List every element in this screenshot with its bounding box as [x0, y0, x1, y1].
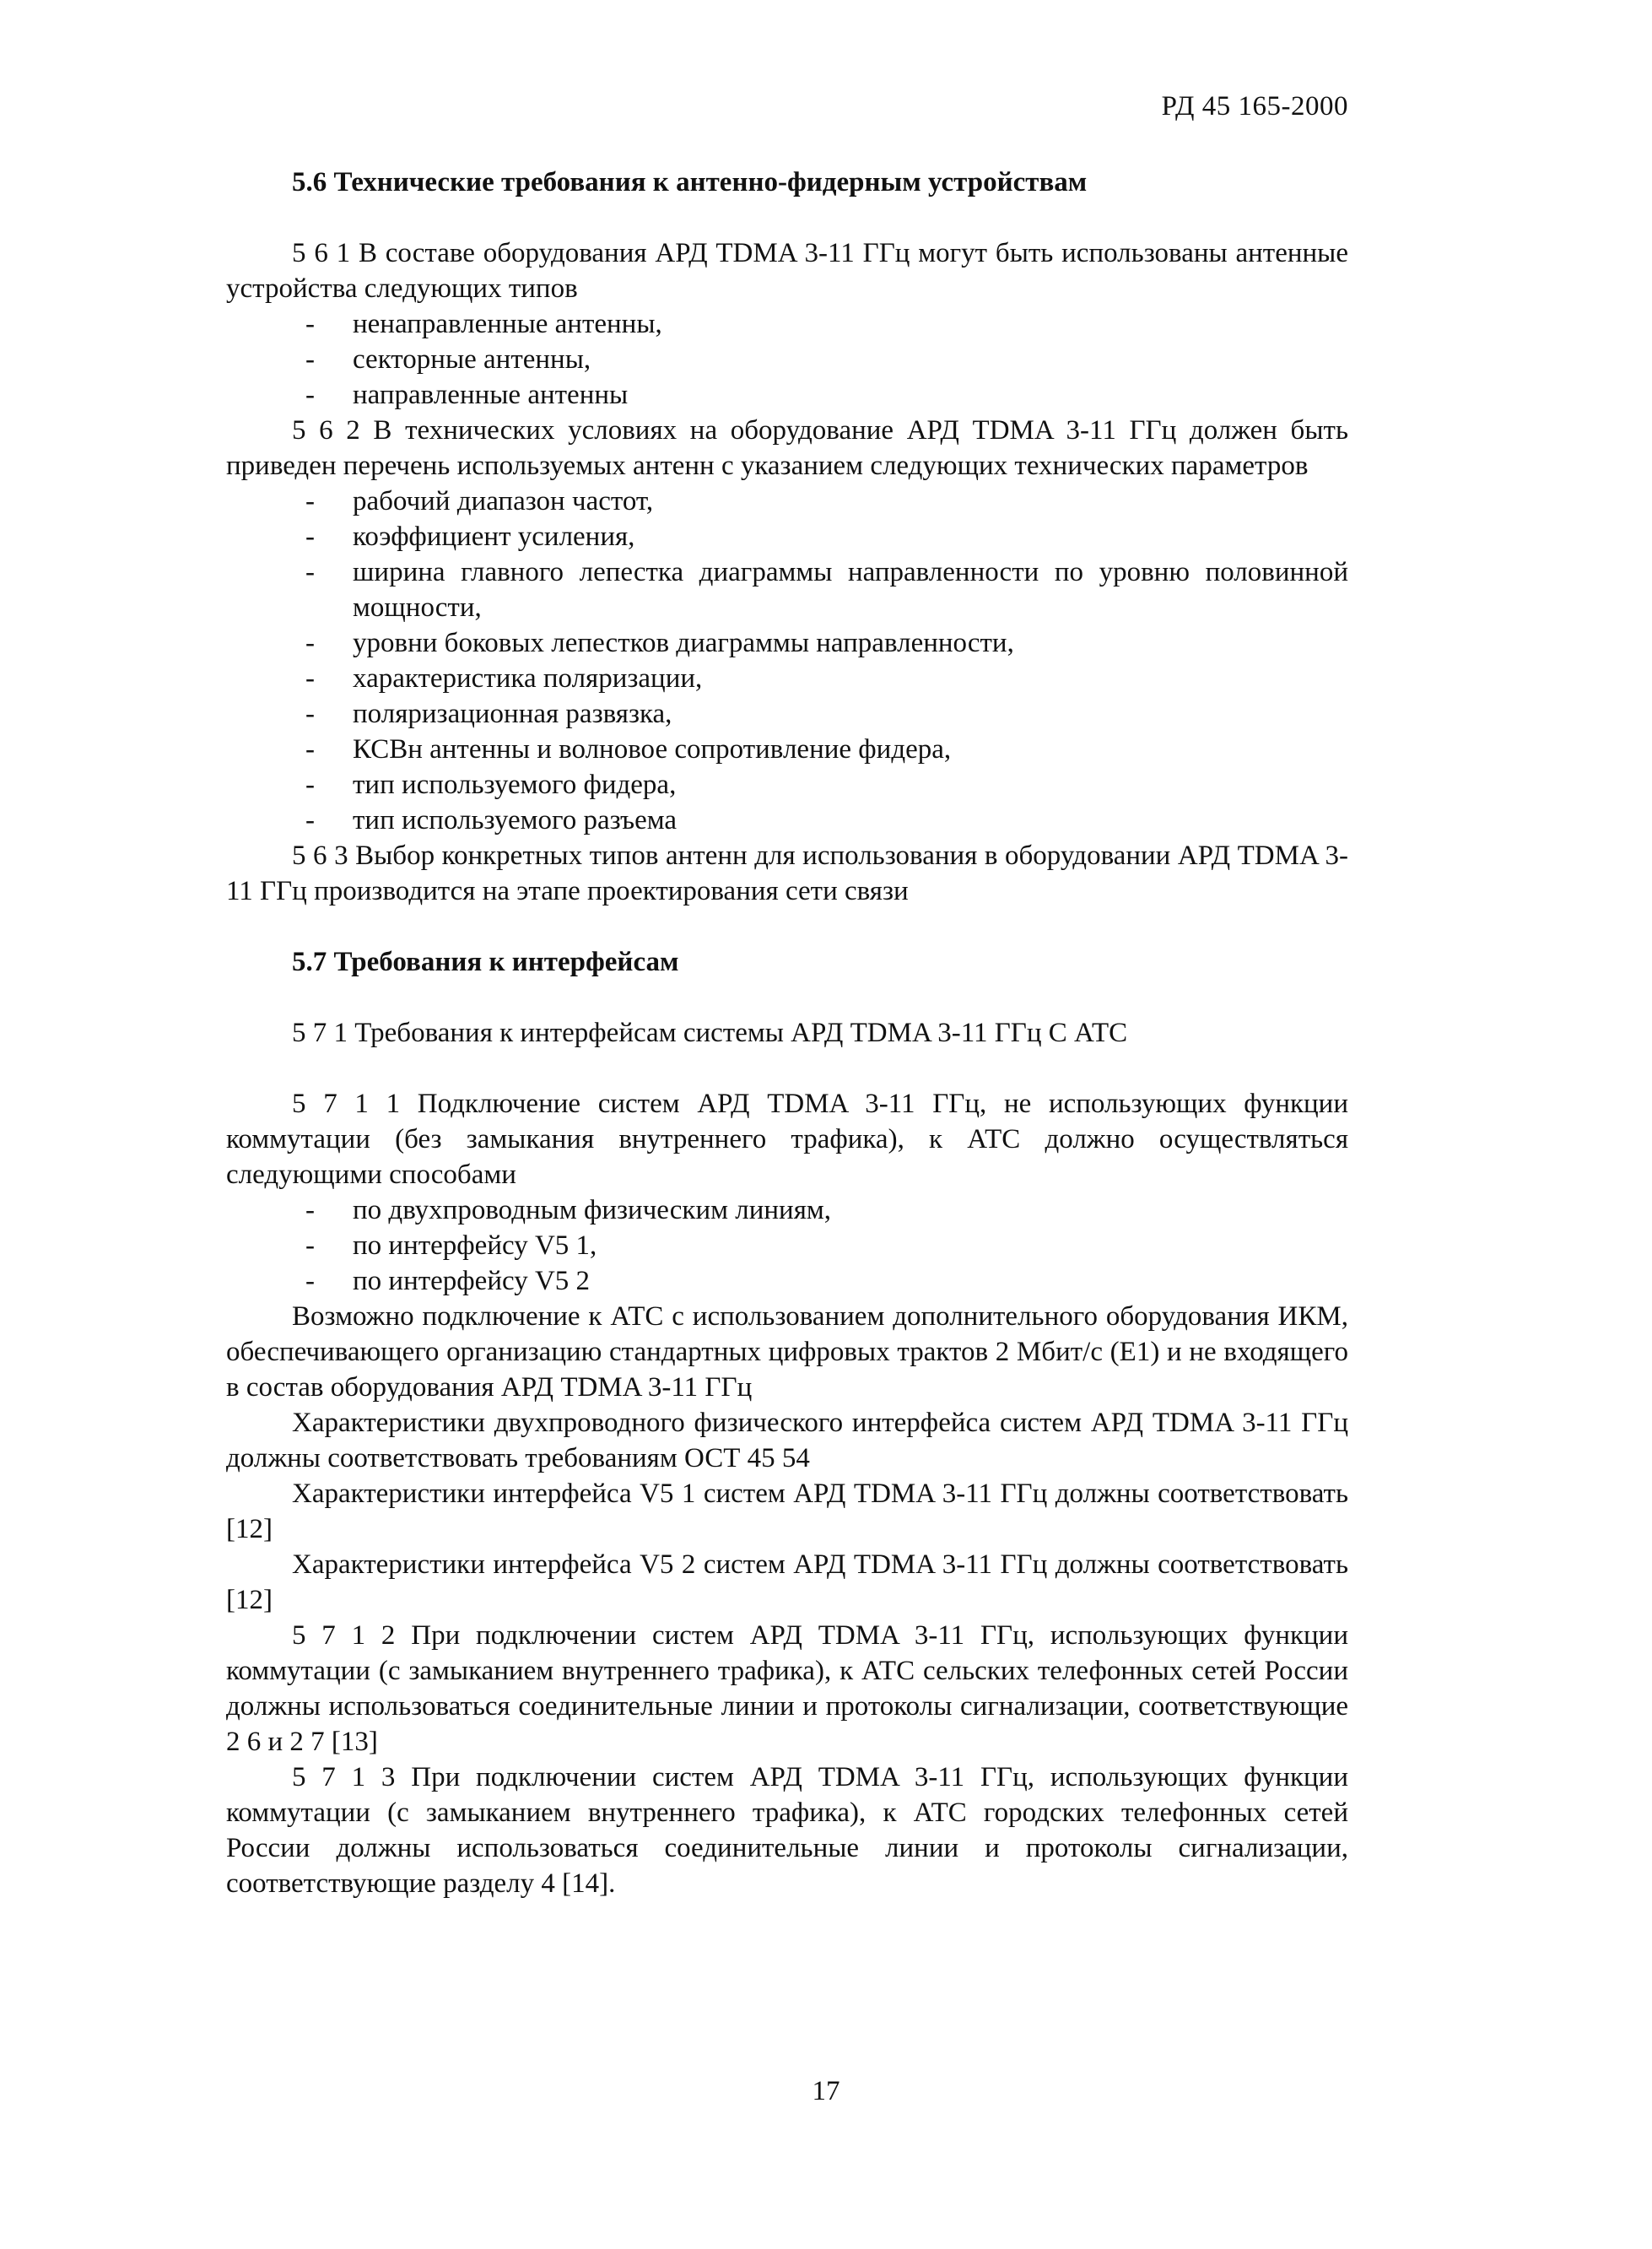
paragraph-5-7-1-3: 5 7 1 3 При подключении систем АРД TDMA 3-11 ГГц, использующих функции коммутации (с замыканием внутреннего трафика), к АТС городских телефонных сетей России должны использоваться соединительные линии и протоколы сигнализации, соответствующие разделу 4 [14].	[226, 1762, 1348, 1899]
page-content	[226, 165, 1348, 1901]
list-item: - по двухпроводным физическим линиям,	[353, 1192, 1348, 1228]
list-item: - характеристика поляризации,	[353, 661, 1348, 696]
list-item: - ширина главного лепестка диаграммы направленности по уровню половинной мощности,	[353, 554, 1348, 625]
list-item: - рабочий диапазон частот,	[353, 484, 1348, 519]
paragraph-v5-2: Характеристики интерфейса V5 2 систем АРД TDMA 3-11 ГГц должны соответствовать [12]	[226, 1549, 1348, 1615]
paragraph-ikm: Возможно подключение к АТС с использованием дополнительного оборудования ИКМ, обеспечивающего организацию стандартных цифровых трактов 2 Мбит/с (E1) и не входящего в состав оборудования АРД TDMA 3-11 ГГц	[226, 1301, 1348, 1403]
paragraph-5-6-2: 5 6 2 В технических условиях на оборудование АРД TDMA 3-11 ГГц должен быть приведен перечень используемых антенн с указанием следующих технических параметров	[226, 415, 1348, 481]
connection-methods-list	[226, 1192, 1348, 1299]
paragraph-5-6-1: 5 6 1 В составе оборудования АРД TDMA 3-11 ГГц могут быть использованы антенные устройства следующих типов	[226, 238, 1348, 304]
spacer	[226, 909, 1348, 944]
list-item: - по интерфейсу V5 1,	[353, 1228, 1348, 1263]
list-item: - направленные антенны	[353, 377, 1348, 413]
list-item: - секторные антенны,	[353, 342, 1348, 377]
list-item: - уровни боковых лепестков диаграммы направленности,	[353, 625, 1348, 661]
list-item: - коэффициент усиления,	[353, 519, 1348, 554]
paragraph-5-6-3: 5 6 3 Выбор конкретных типов антенн для использования в оборудовании АРД TDMA 3-11 ГГц производится на этапе проектирования сети связи	[226, 841, 1348, 906]
page-number: 17	[812, 2076, 840, 2106]
antenna-parameters-list	[226, 484, 1348, 838]
document-code: РД 45 165-2000	[1161, 91, 1348, 122]
list-item: - поляризационная развязка,	[353, 696, 1348, 732]
list-item: - тип используемого разъема	[353, 803, 1348, 838]
section-heading-5-6: 5.6 Технические требования к антенно-фидерным устройствам	[292, 167, 1088, 197]
paragraph-5-7-1-1: 5 7 1 1 Подключение систем АРД TDMA 3-11 ГГц, не использующих функции коммутации (без замыкания внутреннего трафика), к АТС должно осуществляться следующими способами	[226, 1089, 1348, 1190]
paragraph-two-wire: Характеристики двухпроводного физического интерфейса систем АРД TDMA 3-11 ГГц должны соответствовать требованиям ОСТ 45 54	[226, 1408, 1348, 1473]
paragraph-v5-1: Характеристики интерфейса V5 1 систем АРД TDMA 3-11 ГГц должны соответствовать [12]	[226, 1479, 1348, 1544]
spacer	[226, 1051, 1348, 1086]
list-item: - тип используемого фидера,	[353, 767, 1348, 803]
list-item: - КСВн антенны и волновое сопротивление фидера,	[353, 732, 1348, 767]
section-heading-5-7: 5.7 Требования к интерфейсам	[292, 947, 679, 977]
list-item: - по интерфейсу V5 2	[353, 1263, 1348, 1299]
paragraph-5-7-1: 5 7 1 Требования к интерфейсам системы АРД TDMA 3-11 ГГц С АТС	[292, 1018, 1128, 1048]
list-item: - ненаправленные антенны,	[353, 306, 1348, 342]
antenna-types-list	[226, 306, 1348, 413]
paragraph-5-7-1-2: 5 7 1 2 При подключении систем АРД TDMA 3-11 ГГц, использующих функции коммутации (с замыканием внутреннего трафика), к АТС сельских телефонных сетей России должны использоваться соединительные линии и протоколы сигнализации, соответствующие 2 6 и 2 7 [13]	[226, 1620, 1348, 1757]
